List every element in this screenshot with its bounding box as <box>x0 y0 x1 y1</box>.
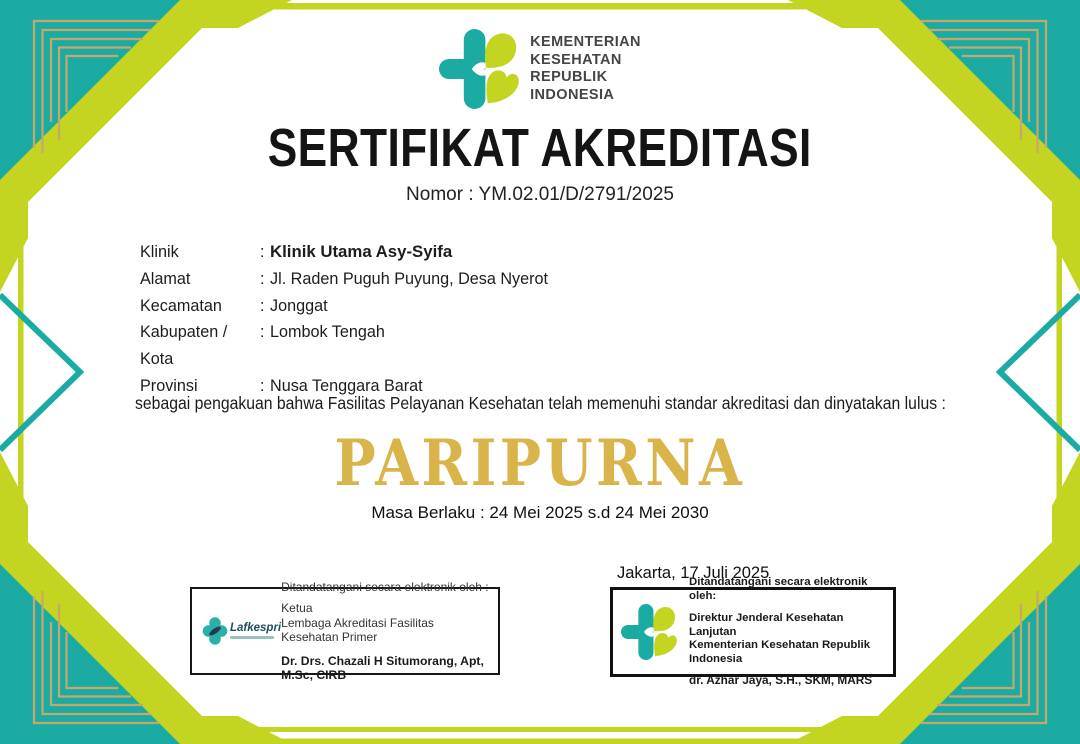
statement-wrap <box>0 393 1080 414</box>
detail-row-alamat <box>140 266 548 293</box>
signer-name: dr. Azhar Jaya, S.H., SKM, MARS <box>689 673 873 688</box>
detail-value: Jonggat <box>270 296 328 315</box>
detail-label: Alamat <box>140 269 191 288</box>
place-date: Jakarta, 17 Juli 2025 <box>617 564 770 582</box>
detail-separator: : <box>260 243 265 261</box>
detail-row-kecamatan <box>140 293 548 320</box>
lafkespri-wordmark-wrap <box>230 623 281 639</box>
detail-separator: : <box>260 296 265 315</box>
signature-left-text <box>281 580 490 683</box>
signed-electronically-label: Ditandatangani secara elektronik oleh : <box>281 579 489 594</box>
lafkespri-logo-icon <box>202 616 228 646</box>
signature-right-text <box>689 576 885 688</box>
validity-period: Masa Berlaku : 24 Mei 2025 s.d 24 Mei 2030 <box>371 503 709 522</box>
grade-wrap <box>0 426 1080 501</box>
accreditation-grade: PARIPURNA <box>334 426 746 501</box>
ministry-name-line: REPUBLIK <box>530 69 608 85</box>
signer-organization: Lembaga Akreditasi Fasilitas Kesehatan Primer <box>281 615 434 644</box>
signature-box-kemenkes <box>610 576 896 688</box>
facility-details <box>140 239 548 400</box>
detail-separator: : <box>260 269 265 288</box>
signer-organization: Kementerian Kesehatan Republik Indonesia <box>689 639 871 665</box>
kemenkes-logo-icon <box>621 602 677 662</box>
detail-separator: : <box>260 323 265 342</box>
signed-electronically-label: Ditandatangani secara elektronik oleh: <box>689 576 868 602</box>
detail-separator: : <box>260 376 265 395</box>
detail-label: Klinik <box>140 243 179 261</box>
certificate-title: SERTIFIKAT AKREDITASI <box>267 118 813 178</box>
signer-name: Dr. Drs. Chazali H Situmorang, Apt, M.Sc, CIRB <box>281 653 484 682</box>
detail-label: Kabupaten / Kota <box>140 323 228 369</box>
detail-value: Lombok Tengah <box>270 323 385 342</box>
signer-position: Ketua <box>281 601 313 615</box>
ministry-header <box>0 27 1080 111</box>
detail-row-klinik <box>140 239 548 266</box>
detail-label: Kecamatan <box>140 296 222 315</box>
kemenkes-logo-icon <box>439 27 519 111</box>
kemenkes-small-logo-wrap <box>621 602 689 662</box>
lafkespri-tagline <box>230 636 274 639</box>
detail-value: Jl. Raden Puguh Puyung, Desa Nyerot <box>270 269 549 288</box>
certificate-number: Nomor : YM.02.01/D/2791/2025 <box>406 184 674 205</box>
signer-position: Direktur Jenderal Kesehatan Lanjutan <box>689 612 844 638</box>
lafkespri-wordmark: Lafkespri <box>230 622 282 634</box>
ministry-name-line: INDONESIA <box>530 86 615 103</box>
ministry-name <box>530 34 641 104</box>
ministry-name-line: KESEHATAN <box>530 51 622 68</box>
accreditation-statement: sebagai pengakuan bahwa Fasilitas Pelayanan Kesehatan telah memenuhi standar akreditasi dan dinyatakan lulus : <box>134 393 946 413</box>
signature-box-lafkespri <box>190 579 500 682</box>
detail-value: Nusa Tenggara Barat <box>270 376 423 395</box>
ministry-name-line: KEMENTERIAN <box>530 34 641 50</box>
lafkespri-logo <box>202 616 281 646</box>
certificate-title-wrap <box>0 119 1080 178</box>
detail-label: Provinsi <box>140 376 198 395</box>
detail-row-kabupaten <box>140 319 548 373</box>
detail-value: Klinik Utama Asy-Syifa <box>270 242 453 261</box>
